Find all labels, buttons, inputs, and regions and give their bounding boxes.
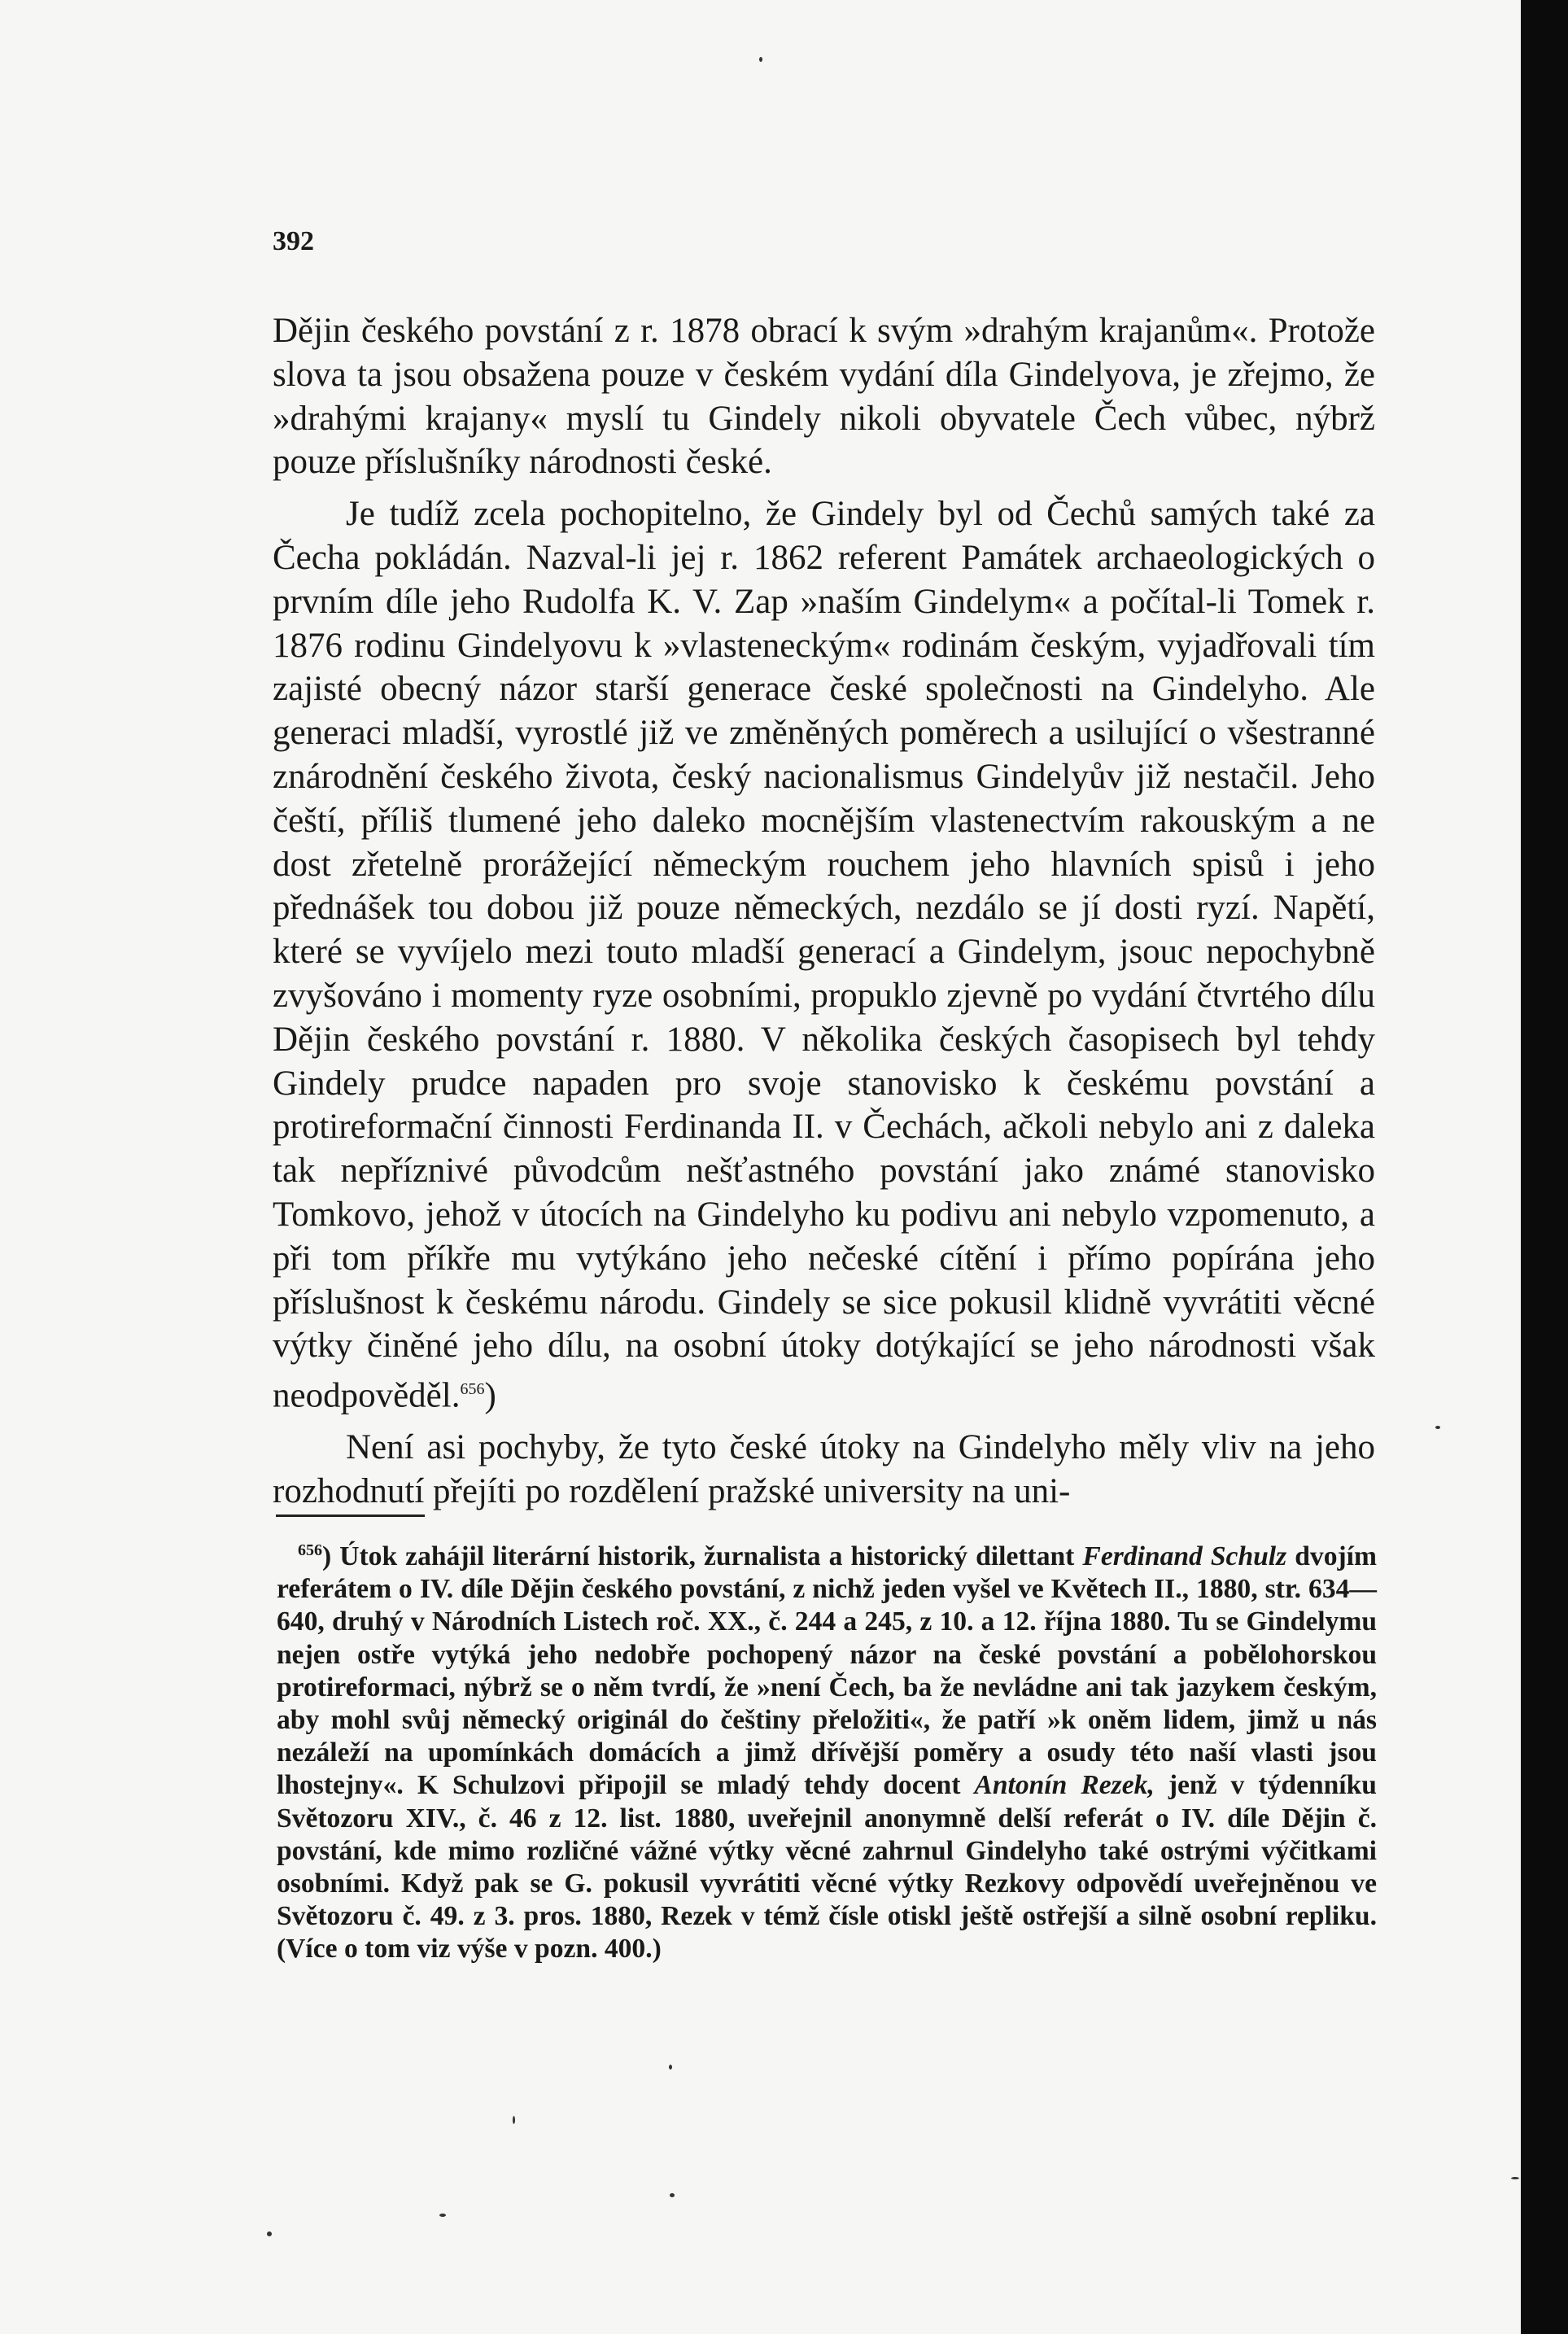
scan-speck <box>439 2214 446 2217</box>
scan-speck <box>267 2231 272 2236</box>
footnote-name-schulz: Ferdinand Schulz <box>1082 1541 1287 1571</box>
paragraph-3: Není asi pochyby, že tyto české útoky na Gindelyho měly vliv na jeho rozhodnutí přejíti po rozdělení pražské university na uni- <box>273 1428 1375 1511</box>
scan-speck <box>670 2193 675 2197</box>
footnote-reference-paren: ) <box>484 1376 496 1415</box>
scan-speck <box>1511 2177 1519 2179</box>
footnote-text-part-1: Útok zahájil literární historik, žurnalista a historický dilettant <box>339 1541 1075 1571</box>
scan-speck <box>759 57 762 62</box>
footnote-mark: 656 <box>298 1541 322 1559</box>
paragraph-1: Dějin českého povstání z r. 1878 obrací k svým »drahým krajanům«. Protože slova ta jsou obsažena pouze v českém vydání díla Gindelyova, je zřejmo, že »drahými krajany« myslí tu Gindely nikoli obyvatele Čech vůbec, nýbrž pouze příslušníky národnosti české. <box>273 312 1375 482</box>
paragraph-2 <box>273 492 1375 1418</box>
scan-speck <box>669 2065 672 2070</box>
body-text <box>273 309 1375 1514</box>
footnote-mark-paren: ) <box>322 1541 332 1571</box>
paragraph-2-text: Je tudíž zcela pochopitelno, že Gindely byl od Čechů samých také za Čecha pokládán. Nazval-li jej r. 1862 referent Památek archaeologických o prvním díle jeho Rudolfa K. V. Zap »naším Gindelym« a počítal-li Tomek r. 1876 rodinu Gindelyovu k »vlasteneckým« rodinám českým, vyjadřovali tím zajisté obecný názor starší generace české společnosti na Gindelyho. Ale generaci mladší, vyrostlé již ve změněných poměrech a usilující o všestranné znárodnění českého života, český nacionalismus Gindelyův již nestačil. Jeho čeští, příliš tlumené jeho daleko mocnějším vlastenectvím rakouským a ne dost zřetelně prorážející německým rouchem jeho hlavních spisů i jeho přednášek tou dobou již pouze německých, nezdálo se jí dosti ryzí. Napětí, které se vyvíjelo mezi touto mladší generací a Gindelym, jsouc nepochybně zvyšováno i momenty ryze osobními, propuklo zjevně po vydání čtvrtého dílu Dějin českého povstání r. 1880. V několika českých časopisech byl tehdy Gindely prudce napaden pro svoje stanovisko k českému povstání a protireformační činnosti Ferdinanda II. v Čechách, ačkoli nebylo ani z daleka tak nepříznivé původcům nešťastného povstání jako známé stanovisko Tomkovo, jehož v útocích na Gindelyho ku podivu ani nebylo vzpomenuto, a při tom příkře mu vytýkáno jeho nečeské cítění i přímo popírána jeho příslušnost k českému národu. Gindely se sice pokusil klidně vyvrátiti věcné výtky činěné jeho dílu, na osobní útoky dotýkající se jeho národnosti však neodpověděl. <box>273 495 1375 1415</box>
scan-dark-edge <box>1521 0 1568 2334</box>
footnote <box>277 1534 1377 1966</box>
footnote-text-part-2: dvojím referátem o IV. díle Dějin českého povstání, z nichž jeden vyšel ve Květech II., 1880, str. 634—640, druhý v Národních Listech roč. XX., č. 244 a 245, z 10. a 12. října 1880. Tu se Gindelymu nejen ostře vytýká jeho nedobře pochopený názor na české povstání a pobělohorskou protireformaci, nýbrž se o něm tvrdí, že »není Čech, ba že nevládne ani tak jazykem českým, aby mohl svůj německý originál do češtiny přeložiti«, že patří »k oněm lidem, jimž u nás nezáleží na upomínkách domácích a jimž dřívější poměry a osudy této naší vlasti jsou lhostejny«. K Schulzovi připojil se mladý tehdy docent <box>277 1541 1377 1801</box>
footnote-divider <box>276 1514 425 1517</box>
footnote-reference: 656 <box>460 1380 485 1399</box>
footnote-text-part-3: jenž v týdenníku Světozoru XIV., č. 46 z 12. list. 1880, uveřejnil anonymně delší referát o IV. díle Dějin č. povstání, kde mimo rozličné vážné výtky věcné zahrnul Gindelyho také ostrými výčitkami osobními. Když pak se G. pokusil vyvrátiti věcné výtky Rezkovy odpovědí uveřejněnou ve Světozoru č. 49. z 3. pros. 1880, Rezek v témž čísle otiskl ještě ostřejší a silně osobní repliku. (Více o tom viz výše v pozn. 400.) <box>277 1770 1377 1965</box>
page-number: 392 <box>273 226 314 256</box>
footnote-name-rezek: Antonín Rezek, <box>974 1770 1155 1801</box>
scan-speck <box>1435 1426 1440 1429</box>
scan-speck <box>513 2116 515 2124</box>
